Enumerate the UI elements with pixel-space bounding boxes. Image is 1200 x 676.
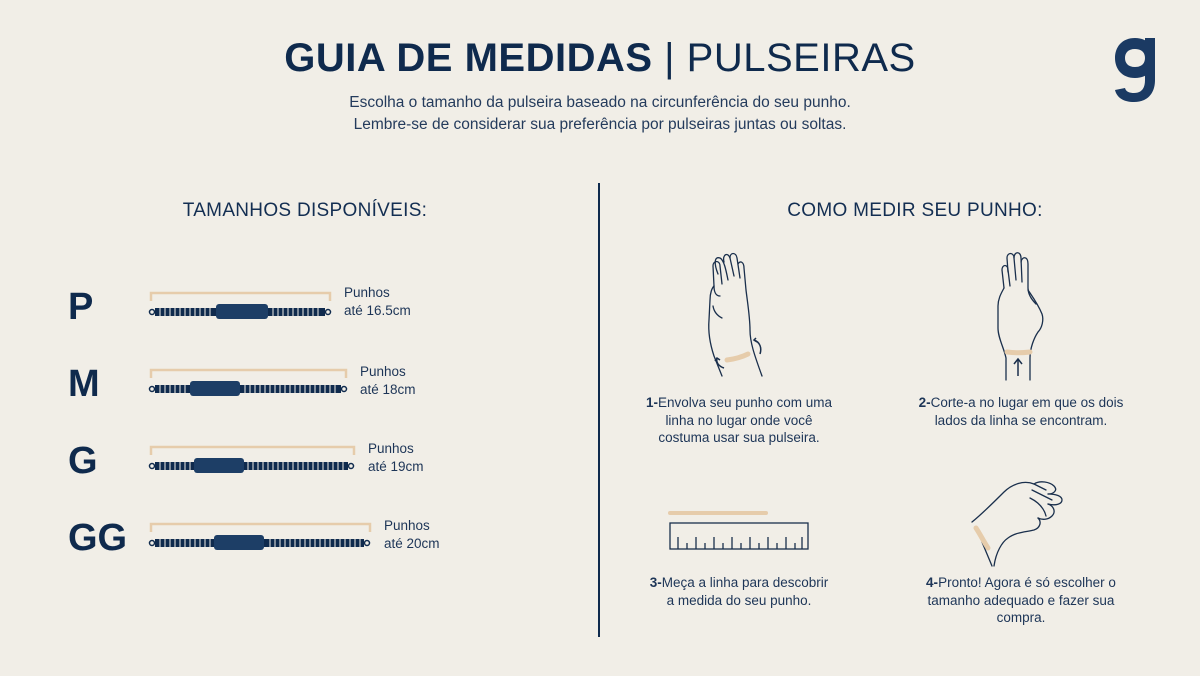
subtitle-line-1: Escolha o tamanho da pulseira baseado na circunferência do seu punho. xyxy=(349,94,851,111)
bracelet-icon xyxy=(148,287,338,321)
size-label xyxy=(360,363,416,399)
step-number: 2- xyxy=(918,395,931,410)
bracelet-icon xyxy=(148,364,358,398)
subtitle-line-2: Lembre-se de considerar sua preferência por pulseiras juntas ou soltas. xyxy=(353,116,847,133)
size-label-line-1: Punhos xyxy=(344,285,390,300)
size-row-m xyxy=(0,364,600,424)
step-line-1: Envolva seu punho com uma xyxy=(657,395,833,410)
size-row-g xyxy=(0,441,600,501)
size-label-line-2: até 20cm xyxy=(384,536,440,551)
step-3-text xyxy=(636,574,842,609)
size-label-line-1: Punhos xyxy=(360,364,406,379)
step-4-text xyxy=(906,574,1136,627)
subtitle xyxy=(0,92,1200,136)
step-number: 1- xyxy=(645,395,658,410)
step-line-3: costuma usar sua pulseira. xyxy=(658,430,820,445)
size-label-line-2: até 19cm xyxy=(368,459,424,474)
page-title xyxy=(0,34,1200,82)
step-line-1: Corte-a no lugar em que os dois xyxy=(930,395,1124,410)
step-line-2: a medida do seu punho. xyxy=(666,592,812,608)
step-line-1: Pronto! Agora é só escolher o xyxy=(938,575,1116,590)
step-number: 4- xyxy=(926,575,939,590)
step-line-1: Meça a linha para descobrir xyxy=(661,575,829,590)
ruler-icon xyxy=(668,510,813,555)
step-line-3: compra. xyxy=(996,610,1046,625)
wrap-wrist-icon xyxy=(700,248,780,383)
size-row-gg xyxy=(0,518,600,578)
size-letter: G xyxy=(68,440,98,482)
mark-wrist-icon xyxy=(990,248,1050,383)
bracelet-icon xyxy=(148,518,380,552)
size-row-p xyxy=(0,287,600,347)
title-light: PULSEIRAS xyxy=(686,36,916,80)
sizes-section-title: TAMANHOS DISPONÍVEIS: xyxy=(182,200,428,221)
title-bold: GUIA DE MEDIDAS xyxy=(284,36,653,80)
size-label-line-1: Punhos xyxy=(384,518,430,533)
bracelet-icon xyxy=(148,441,363,475)
step-line-2: lados da linha se encontram. xyxy=(934,412,1108,428)
size-label xyxy=(344,284,411,320)
hand-bracelet-icon xyxy=(968,476,1078,568)
size-letter: M xyxy=(68,363,100,405)
size-letter: GG xyxy=(68,517,128,559)
step-number: 3- xyxy=(649,575,662,590)
header xyxy=(0,34,1200,136)
size-label-line-2: até 18cm xyxy=(360,382,416,397)
step-2-text xyxy=(906,394,1136,429)
g-logo-icon xyxy=(1110,30,1160,104)
size-letter: P xyxy=(68,286,94,328)
size-label-line-2: até 16.5cm xyxy=(344,303,411,318)
title-separator: | xyxy=(652,36,687,80)
step-1-text xyxy=(636,394,842,447)
size-label xyxy=(368,440,424,476)
measure-section-title: COMO MEDIR SEU PUNHO: xyxy=(787,200,1043,221)
step-line-2: linha no lugar onde você xyxy=(665,412,813,428)
step-line-2: tamanho adequado e fazer sua xyxy=(927,592,1115,608)
size-label-line-1: Punhos xyxy=(368,441,414,456)
size-label xyxy=(384,517,440,553)
